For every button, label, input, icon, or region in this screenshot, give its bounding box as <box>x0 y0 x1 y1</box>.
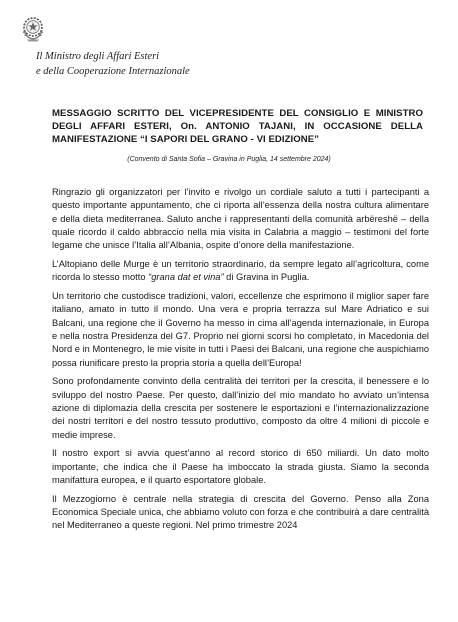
paragraph-territory: Un territorio che custodisce tradizioni, valori, eccellenze che esprimono il miglior saper fare italiano, amato in tutto il mondo. Una vera e propria terrazza sul Mare Adriatico e sui Balcani, una regione che il Governo ha messo in cima all’agenda internazionale, in Europa e nella nostra Presidenza del G7. Proprio nei giorni scorsi ho completato, in Macedonia del Nord e in Montenegro, le mie visite in tutti i Paesi dei Balcani, una regione che auspichiamo possa riunificare presto la propria storia a quella dell’Europa! <box>52 291 429 368</box>
paragraph-growth: Sono profondamente convinto della centralità dei territori per la crescita, il benessere e lo sviluppo del nostro Paese. Per questo, dall’inizio del mio mandato ho avviato un’intensa azione di diplomazia della crescita per sostenere le esportazioni e l’internazionalizzazione dei nostri territori e del nostro tessuto produttivo, composto da oltre 4 milioni di piccole e medie imprese. <box>52 376 429 440</box>
paragraph-mezzogiorno: Il Mezzogiorno è centrale nella strategia di crescita del Governo. Penso alla Zona Economica Speciale unica, che abbiamo voluto con forza e che contribuirà a dare centralità nel Mediterraneo a queste regioni. Nel primo trimestre 2024 <box>52 493 429 531</box>
paragraph-murge-text-end: di Gravina in Puglia. <box>223 272 310 283</box>
letterhead <box>36 49 190 79</box>
paragraph-greetings: Ringrazio gli organizzatori per l’invito e rivolgo un cordiale saluto a tutti i partecipanti a questo importante appuntamento, che ci riporta all’essenza della nostra cultura alimentare e della dieta mediterranea. Saluto anche i rappresentanti della comunità arbëreshë – della quale ricordo il caldo abbraccio nella mia visita in Calabria a maggio – testimoni del forte legame che unisce l’Italia all’Albania, ospite d’onore della manifestazione. <box>52 187 429 251</box>
paragraph-murge-motto: “grana dat et vina” <box>148 272 224 283</box>
paragraph-export: Il nostro export si avvia quest’anno al record storico di 650 miliardi. Un dato molto importante, che indica che il Paese ha imboccato la strada giusta. Siamo la seconda manifattura europea, e il quarto esportatore globale. <box>52 448 429 485</box>
paragraph-murge-text-start: L’Altopiano delle Murge è un territorio straordinario, da sempre legato all’agricoltura, come ricorda lo stesso motto <box>52 258 429 283</box>
letterhead-line-minister: Il Ministro degli Affari Esteri <box>36 51 160 62</box>
letterhead-line-cooperation: e della Cooperazione Internazionale <box>36 66 190 77</box>
document-title: MESSAGGIO SCRITTO DEL VICEPRESIDENTE DEL CONSIGLIO E MINISTRO DEGLI AFFARI ESTERI, On. ANTONIO TAJANI, IN OCCASIONE DELLA MANIFESTAZIONE “I SAPORI DEL GRANO - VI EDIZIONE” <box>52 108 423 145</box>
republic-emblem-icon <box>20 14 46 42</box>
document-body <box>52 186 429 538</box>
document-subtitle: (Convento di Santa Sofia – Gravina in Puglia, 14 settembre 2024) <box>127 156 331 163</box>
paragraph-murge <box>52 258 429 285</box>
